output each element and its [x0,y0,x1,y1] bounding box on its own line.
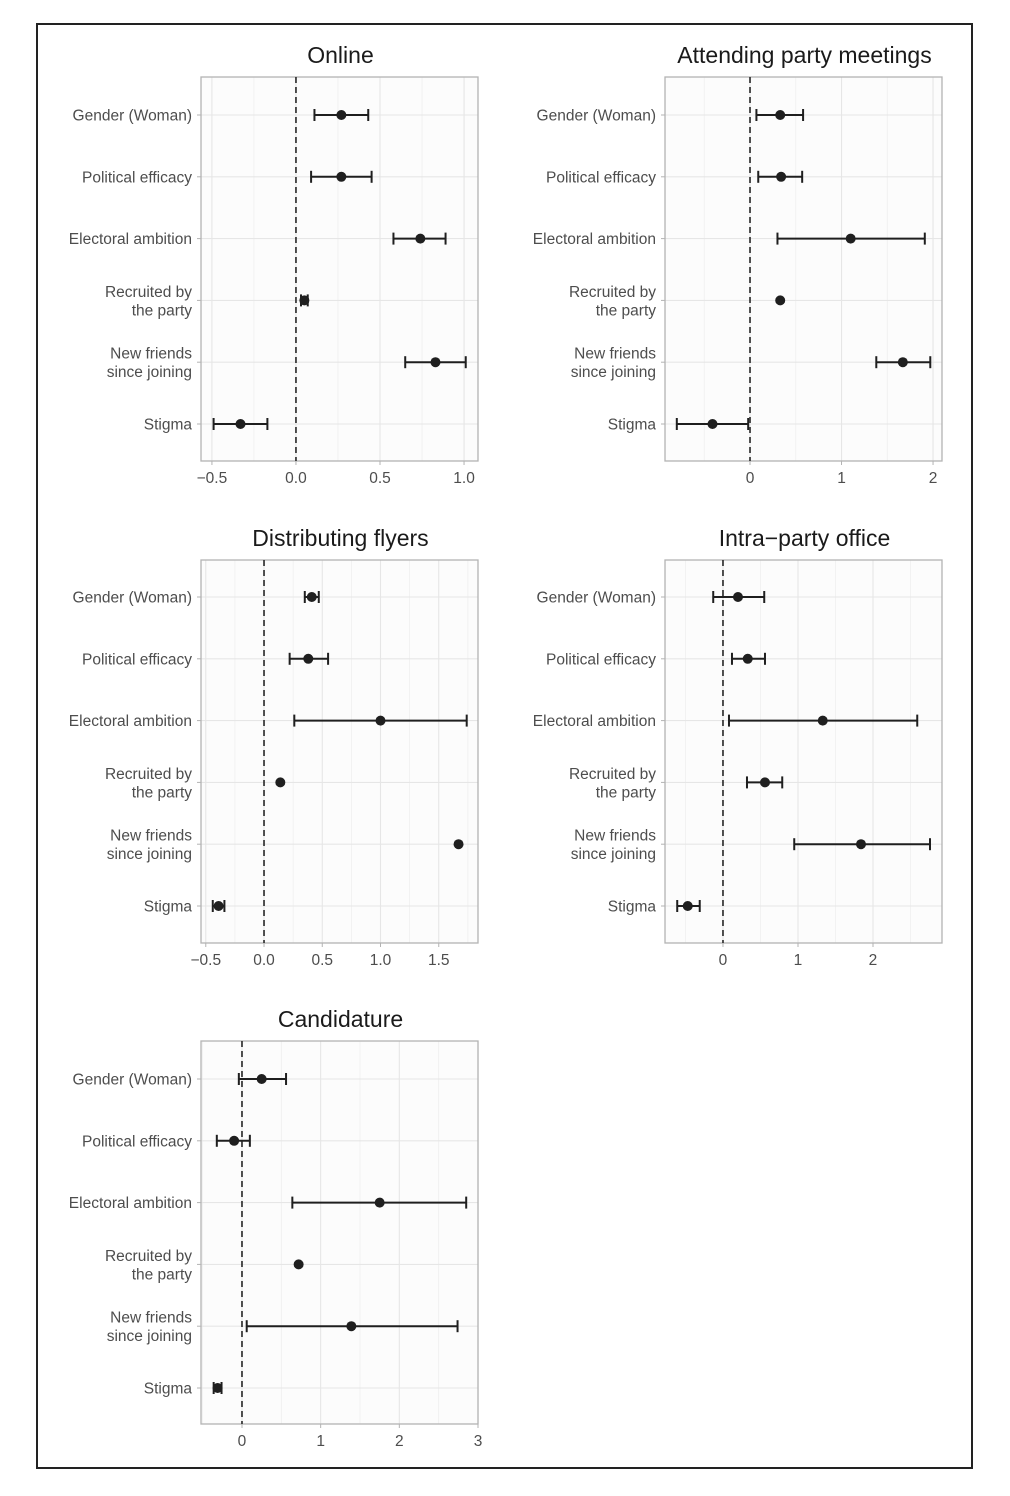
y-tick-label: Stigma [607,416,656,434]
y-tick-label-line: since joining [106,1328,192,1346]
y-tick-label: Stigma [607,898,656,916]
y-tick-label: Stigma [143,416,192,434]
estimate-point [229,1136,239,1146]
panel-3 [69,525,478,969]
y-tick-label: Political efficacy [82,651,192,669]
estimate-point [235,419,245,429]
y-tick-label-line: New friends [574,827,656,845]
y-tick-label-line: since joining [570,364,656,382]
estimate-point [415,234,425,244]
y-tick-label: Electoral ambition [68,231,192,249]
y-tick-label-line: Recruited by [104,1247,192,1265]
panel-background [201,77,478,461]
y-tick-label-line: since joining [106,846,192,864]
estimate-point [346,1321,356,1331]
panel-background [665,77,942,461]
estimate-point [683,901,693,911]
y-tick-label: Gender (Woman) [72,107,192,125]
panel-5 [69,1006,483,1450]
y-tick-label: Political efficacy [546,169,656,187]
panel-background [665,560,942,943]
x-tick-label: 0.5 [369,470,391,487]
y-tick-label-line: the party [131,784,192,802]
panel-1 [69,42,478,487]
y-tick-label: Electoral ambition [68,1195,192,1213]
y-tick-label-line: the party [595,302,656,320]
panel-title: Distributing flyers [252,525,429,551]
estimate-point [775,110,785,120]
y-tick-label-line: Recruited by [568,765,656,783]
y-tick-label-line: New friends [110,827,192,845]
y-tick-label [105,766,192,802]
x-tick-label: 0 [745,470,755,487]
estimate-point [213,1383,223,1393]
y-tick-label: Electoral ambition [68,713,192,731]
y-tick-label-line: since joining [106,364,192,382]
x-tick-label: 2 [395,1433,404,1450]
x-tick-label: −0.5 [190,952,222,969]
y-tick-label [107,1310,193,1346]
y-tick-label: Gender (Woman) [72,589,192,607]
estimate-point [303,654,313,664]
y-tick-label [569,766,656,802]
x-tick-label: 2 [868,952,878,969]
x-tick-label: 1 [793,952,803,969]
estimate-point [707,419,717,429]
y-tick-label [105,1248,192,1284]
estimate-point [454,839,464,849]
x-tick-label: −0.5 [196,470,228,487]
x-tick-label: 0.5 [311,952,334,969]
y-tick-label [107,828,193,864]
panel-2 [533,42,942,487]
y-tick-label: Political efficacy [82,1133,192,1151]
y-tick-label-line: since joining [570,846,656,864]
estimate-point [375,1198,385,1208]
y-tick-label: Electoral ambition [532,713,656,731]
estimate-point [733,592,743,602]
estimate-point [214,901,224,911]
y-tick-label-line: the party [131,302,192,320]
estimate-point [275,777,285,787]
estimate-point [846,234,856,244]
panel-title: Attending party meetings [677,42,932,68]
y-tick-label-line: New friends [110,1309,192,1327]
x-tick-label: 2 [928,470,938,487]
estimate-point [818,716,828,726]
y-tick-label [569,284,656,320]
estimate-point [775,295,785,305]
y-tick-label [571,828,657,864]
estimate-point [294,1259,304,1269]
panel-title: Online [307,42,374,68]
y-tick-label: Political efficacy [82,169,192,187]
x-tick-label: 0.0 [253,952,275,969]
estimate-point [299,295,309,305]
y-tick-label: Gender (Woman) [72,1071,192,1089]
x-tick-label: 1.0 [369,952,392,969]
x-tick-label: 3 [473,1433,483,1450]
panel-title: Intra−party office [718,525,891,551]
x-tick-label: 1 [837,470,846,487]
x-tick-label: 0 [718,952,728,969]
estimate-point [430,357,440,367]
estimate-point [743,654,753,664]
x-tick-label: 0.0 [285,470,307,487]
y-tick-label: Political efficacy [546,651,656,669]
estimate-point [257,1074,267,1084]
y-tick-label: Stigma [143,898,192,916]
y-tick-label-line: New friends [110,345,192,363]
y-tick-label: Gender (Woman) [536,107,656,125]
estimate-point [336,172,346,182]
y-tick-label-line: the party [131,1266,192,1284]
y-tick-label-line: Recruited by [104,283,192,301]
x-tick-label: 1.5 [427,952,450,969]
estimate-point [898,357,908,367]
panel-4 [533,525,942,969]
x-tick-label: 1 [316,1433,325,1450]
panel-title: Candidature [277,1006,404,1032]
x-tick-label: 1.0 [453,470,475,487]
y-tick-label [105,284,192,320]
y-tick-label: Electoral ambition [532,231,656,249]
estimate-point [307,592,317,602]
x-tick-label: 0 [237,1433,247,1450]
panel-background [201,560,478,943]
y-tick-label [107,346,193,382]
y-tick-label-line: the party [595,784,656,802]
y-tick-label [571,346,657,382]
y-tick-label-line: New friends [574,345,656,363]
y-tick-label: Stigma [143,1380,192,1398]
y-tick-label-line: Recruited by [104,765,192,783]
y-tick-label-line: Recruited by [568,283,656,301]
estimate-point [336,110,346,120]
estimate-point [760,777,770,787]
estimate-point [856,839,866,849]
y-tick-label: Gender (Woman) [536,589,656,607]
estimate-point [776,172,786,182]
estimate-point [376,716,386,726]
